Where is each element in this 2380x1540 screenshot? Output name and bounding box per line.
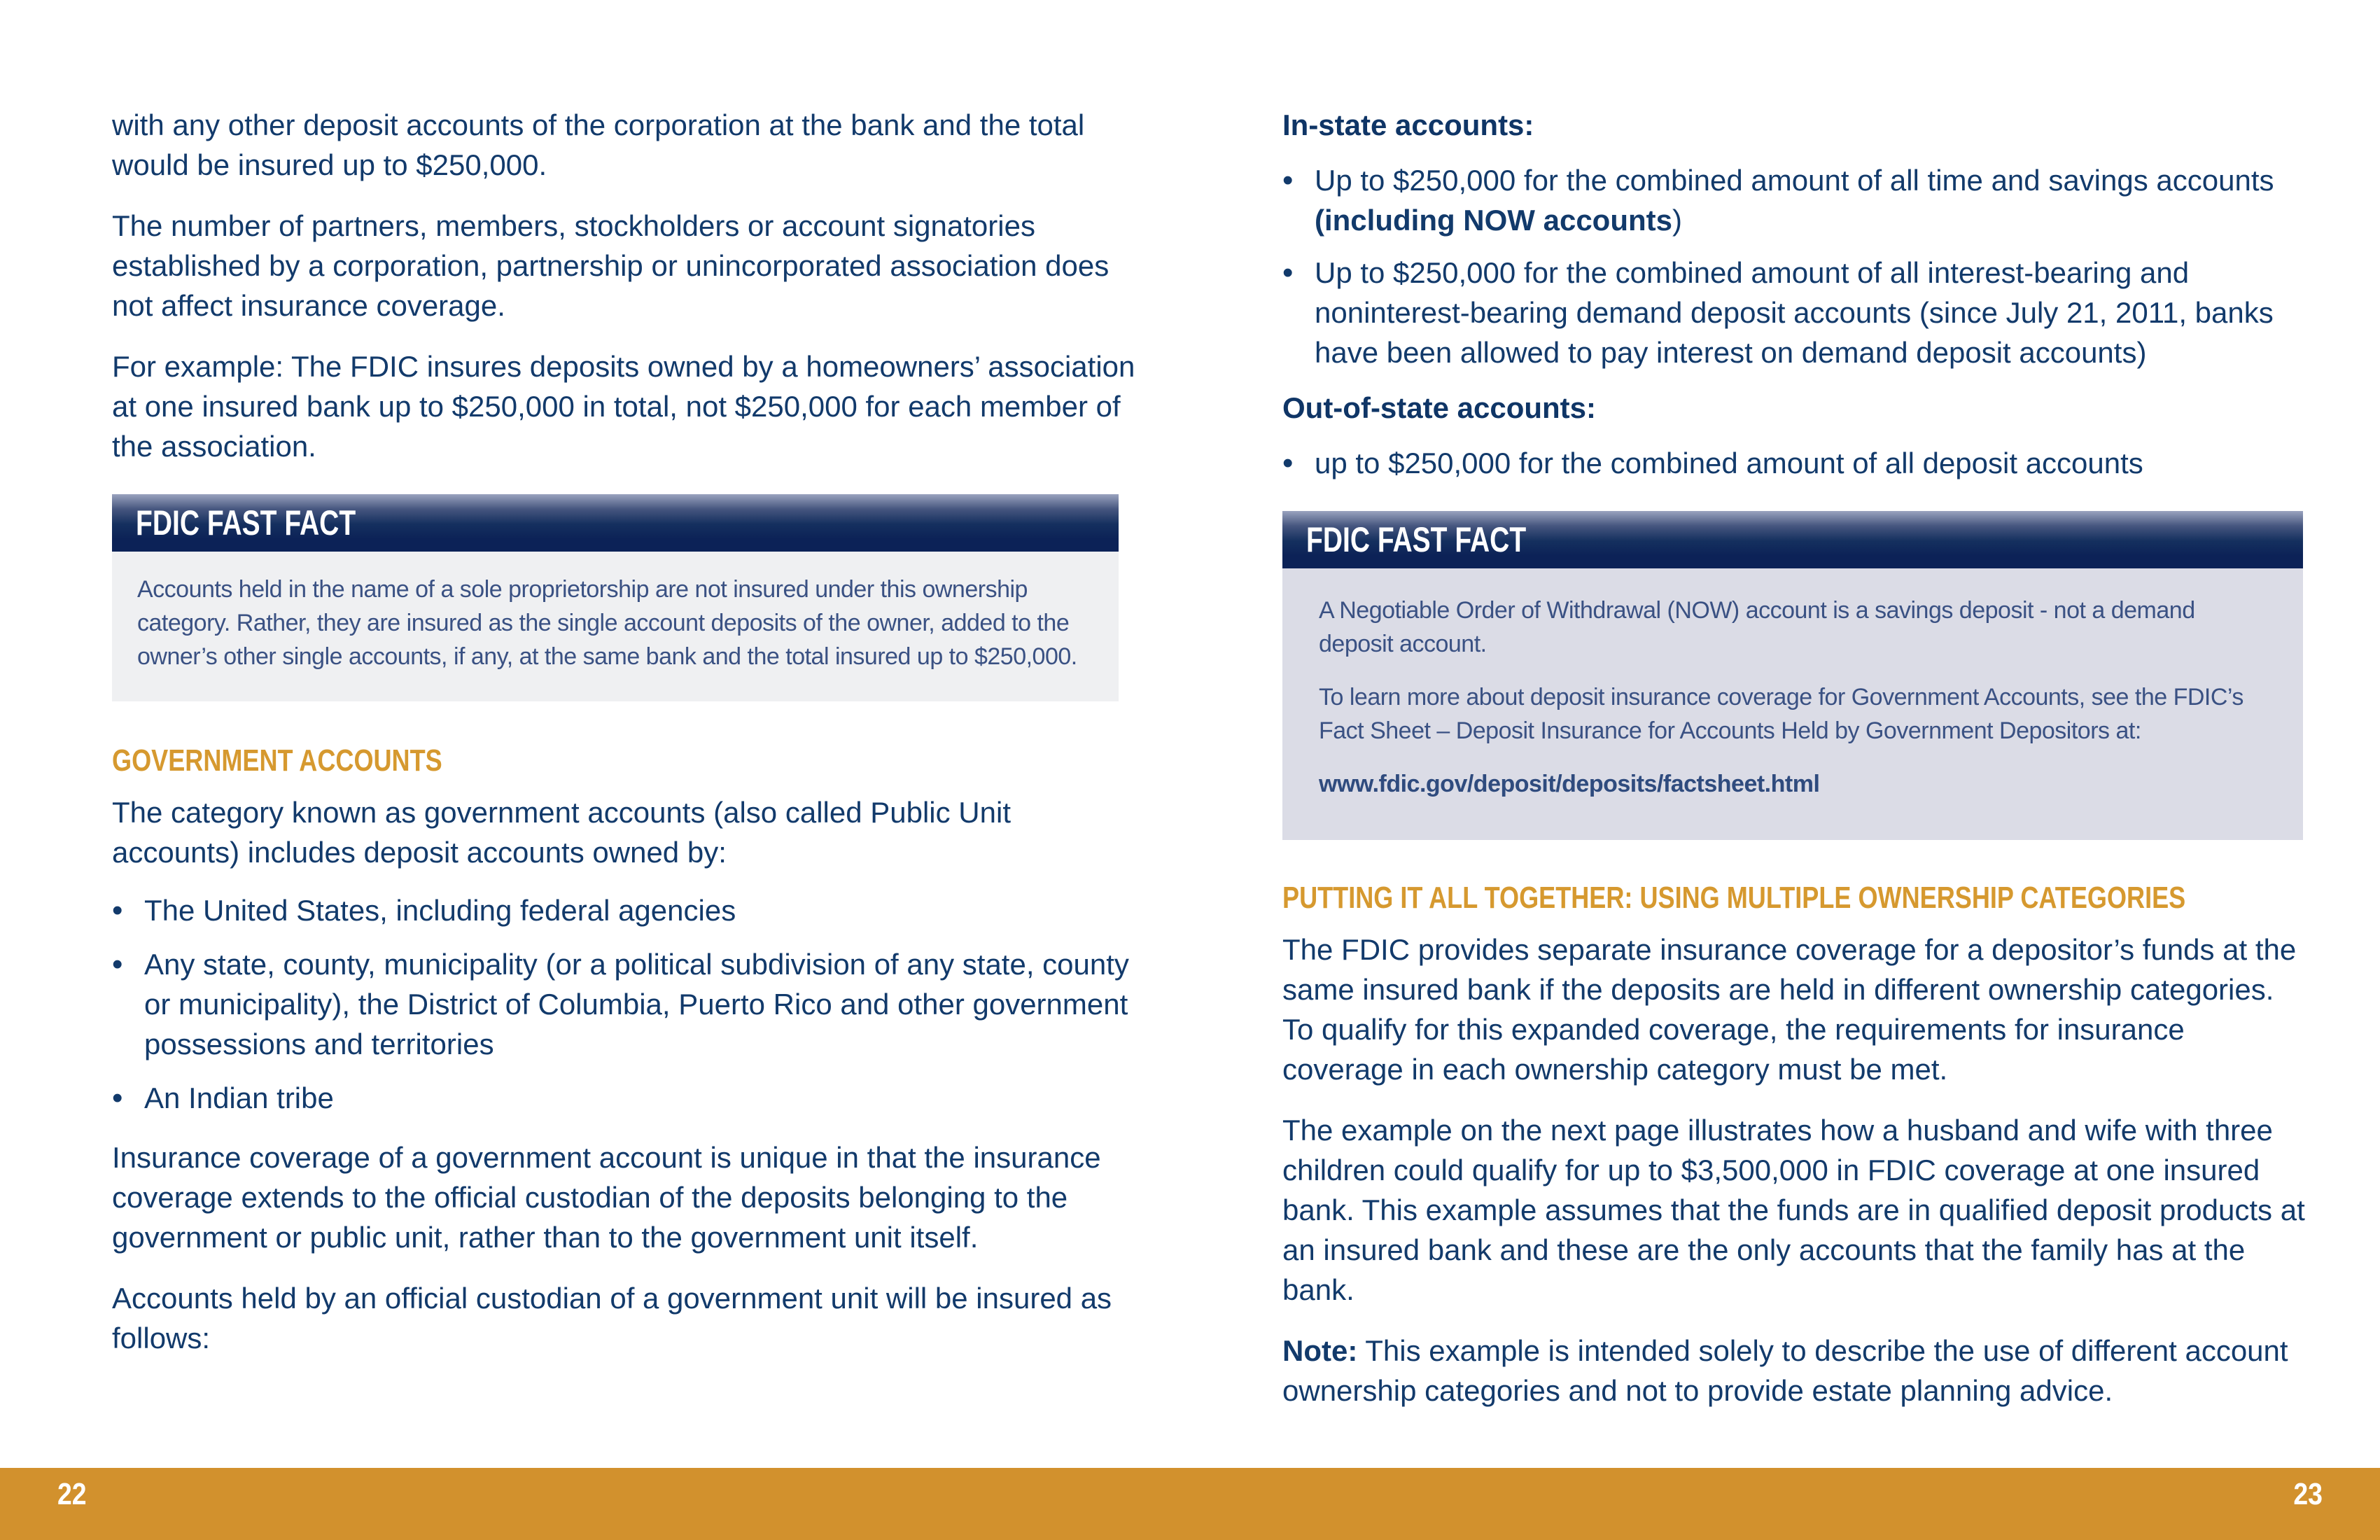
text-segment: Up to $250,000 for the combined amount of all time and savings accounts (1315, 164, 2274, 197)
in-state-accounts-list (1282, 160, 2306, 372)
note-paragraph (1282, 1331, 2306, 1410)
paragraph: The category known as government accounts (also called Public Unit accounts) includes deposit accounts owned by: (112, 796, 1011, 869)
section-heading-government-accounts (112, 742, 1135, 780)
fast-fact-text: To learn more about deposit insurance coverage for Government Accounts, see the FDIC’s Fact Sheet – Deposit Insurance for Accounts Held by Government Depositors at: (1319, 684, 2244, 744)
section-heading-putting-it-all-together (1282, 879, 2306, 917)
government-accounts-list (112, 890, 1135, 1118)
fast-fact-body (1282, 568, 2303, 840)
fast-fact-title: FDIC FAST FACT (136, 503, 356, 542)
list-item (112, 890, 1135, 930)
fast-fact-body (112, 552, 1119, 701)
fast-fact-header (1282, 511, 2303, 568)
list-item (112, 944, 1135, 1064)
bullet-icon: • (112, 947, 123, 981)
bullet-icon: • (112, 893, 123, 927)
bullet-icon: • (112, 1081, 123, 1115)
paragraph: The number of partners, members, stockholders or account signatories established by a corporation, partnership or unincorporated association does not affect insurance coverage. (112, 209, 1110, 322)
paragraph: Accounts held by an official custodian of a government unit will be insured as follows: (112, 1282, 1112, 1354)
paragraph: The example on the next page illustrates how a husband and wife with three children could qualify for up to $3,500,000 in FDIC coverage at one insured bank. This example assumes that the funds are in qualified deposit products at an insured bank and these are the only accounts that the family has at the bank. (1282, 1114, 2305, 1306)
left-page-column (112, 105, 1135, 1379)
right-page-column (1282, 105, 2306, 1432)
paragraph: Insurance coverage of a government account is unique in that the insurance coverage extends to the official custodian of the deposits belonging to the government or public unit, rather than to the government unit itself. (112, 1141, 1101, 1254)
section-heading-text: GOVERNMENT ACCOUNTS (112, 743, 442, 778)
note-label: Note: (1282, 1334, 1358, 1367)
list-item (112, 1078, 1135, 1118)
list-item (1282, 443, 2306, 483)
in-state-accounts-heading: In-state accounts: (1282, 108, 1534, 141)
list-item-text: Any state, county, municipality (or a political subdivision of any state, county or municipality), the District of Columbia, Puerto Rico and other government possessions and territories (144, 948, 1129, 1060)
note-text: This example is intended solely to describe the use of different account ownership categories and not to provide estate planning advice. (1282, 1334, 2288, 1407)
section-heading-text: PUTTING IT ALL TOGETHER: USING MULTIPLE OWNERSHIP CATEGORIES (1282, 881, 2186, 915)
page-number-right: 23 (2293, 1477, 2323, 1511)
out-of-state-accounts-list (1282, 443, 2306, 483)
list-item-text: Up to $250,000 for the combined amount of all interest-bearing and noninterest-bearing demand deposit accounts (since July 21, 2011, banks have been allowed to pay interest on demand deposit accounts) (1315, 256, 2274, 369)
fast-fact-title: FDIC FAST FACT (1306, 520, 1527, 559)
bullet-icon: • (1282, 446, 1294, 480)
fast-fact-header (112, 494, 1119, 552)
list-item-text: An Indian tribe (144, 1082, 334, 1114)
fast-fact-box (112, 494, 1119, 701)
bullet-icon: • (1282, 163, 1294, 197)
fast-fact-box (1282, 511, 2303, 840)
fast-fact-text: A Negotiable Order of Withdrawal (NOW) account is a savings deposit - not a demand deposit account. (1319, 597, 2195, 657)
list-item-text: The United States, including federal agencies (144, 894, 736, 927)
page-number-left: 22 (57, 1477, 87, 1511)
fast-fact-text: Accounts held in the name of a sole proprietorship are not insured under this ownership category. Rather, they are insured as the single account deposits of the owner, added to the owner’s other single accounts, if any, at the same bank and the total insured up to $250,000. (137, 576, 1077, 670)
bullet-icon: • (1282, 255, 1294, 290)
paragraph: The FDIC provides separate insurance coverage for a depositor’s funds at the same insured bank if the deposits are held in different ownership categories. To qualify for this expanded coverage, the requirements for insurance coverage in each ownership category must be met. (1282, 933, 2297, 1086)
list-item-text (1315, 160, 2306, 240)
text-segment: ) (1672, 204, 1682, 237)
fact-sheet-url: www.fdic.gov/deposit/deposits/factsheet.html (1319, 771, 1820, 797)
list-item-text: up to $250,000 for the combined amount of all deposit accounts (1315, 447, 2143, 479)
footer-bar (0, 1468, 2380, 1540)
paragraph: with any other deposit accounts of the corporation at the bank and the total would be insured up to $250,000. (112, 108, 1085, 181)
paragraph: For example: The FDIC insures deposits owned by a homeowners’ association at one insured bank up to $250,000 in total, not $250,000 for each member of the association. (112, 350, 1135, 463)
text-segment-bold: (including NOW accounts (1315, 204, 1672, 237)
out-of-state-accounts-heading: Out-of-state accounts: (1282, 391, 1597, 424)
list-item (1282, 160, 2306, 240)
list-item (1282, 253, 2306, 372)
